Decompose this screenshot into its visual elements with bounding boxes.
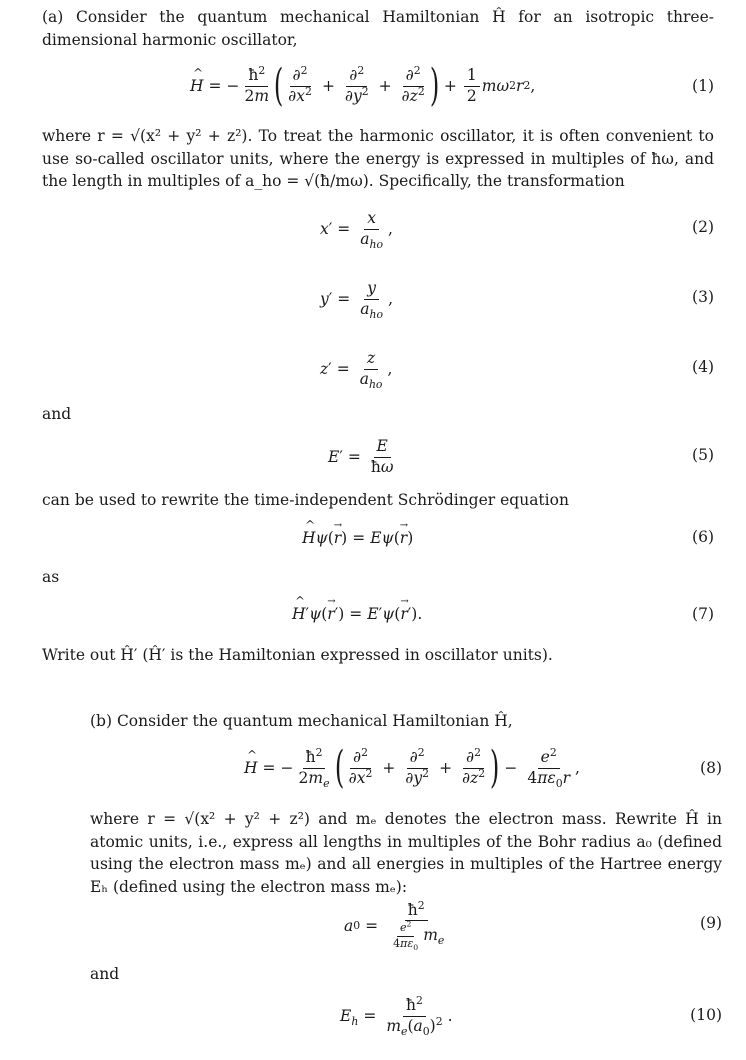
equation-5-number: (5)	[692, 446, 714, 464]
equation-1-number: (1)	[692, 77, 714, 95]
part-b-intro	[90, 710, 722, 733]
equation-2: x ′ = $\frac{x}{a_{ho}}$ ,	[320, 209, 393, 251]
equation-5: E ′ = $\frac{E}{ħ\omega}$	[328, 437, 394, 476]
equation-2-number: (2)	[692, 218, 714, 236]
equation-8-number: (8)	[700, 759, 722, 777]
part-b-text-1	[90, 808, 722, 898]
part-a-intro-text: (a) Consider the quantum mechanical Hamiltonian Ĥ for an isotropic three-dimensional harmonic oscillator,	[42, 8, 714, 49]
part-a-text-3-content: Write out Ĥ′ (Ĥ′ is the Hamiltonian expressed in oscillator units).	[42, 646, 553, 664]
part-b-and	[90, 963, 722, 986]
equation-1: ^ H = − $\frac{ħ^2}{2m}$ ( $\frac{\partial^2}{\partial x^2}$ + $\frac{\partial^2}{\partial y^2}$ + $\frac{\partial^2}{\partial z^2}$ ) + $\frac{1}{2}$ mω 2 r 2 ,	[190, 60, 535, 112]
equation-6: ^ H ψ ( → r ) = Eψ ( → r )	[302, 524, 413, 552]
equation-6-number: (6)	[692, 528, 714, 546]
equation-9: a 0 = $ħ^2$ $\frac{e^2}{4\pi\varepsilon_0}$ $m_e$	[344, 899, 445, 952]
equation-4-number: (4)	[692, 358, 714, 376]
equation-10-number: (10)	[690, 1006, 722, 1024]
equation-7: ^ H ′ ψ ( → r ′) = E ′ ψ ( → r ′).	[292, 600, 422, 628]
part-a-text-3	[42, 644, 714, 667]
part-a-and-text: and	[42, 405, 72, 423]
part-b-text-1-content: where r = √(x² + y² + z²) and mₑ denotes the electron mass. Rewrite Ĥ in atomic units, i.e., express all lengths in multiples of the Bohr radius a₀ (defined using the electron mass mₑ) and all energies in multiples of the Hartree energy Eₕ (defined using the electron mass mₑ):	[90, 810, 722, 896]
equation-8: ^ H = − $\frac{ħ^2}{2m_e}$ ( $\frac{\partial^2}{\partial x^2}$ + $\frac{\partial^2}{\partial y^2}$ + $\frac{\partial^2}{\partial z^2}$ ) − $\frac{e^2}{4\pi\varepsilon_0r}$ ,	[244, 742, 580, 794]
part-a-text-2	[42, 489, 714, 512]
equation-10: $E_h$ = $\frac{ħ^2}{m_e(a_0)^2}$ .	[340, 994, 453, 1038]
equation-3-number: (3)	[692, 288, 714, 306]
part-b-intro-text: (b) Consider the quantum mechanical Hamiltonian Ĥ,	[90, 712, 513, 730]
part-a-text-1	[42, 125, 714, 193]
part-a-intro	[42, 6, 714, 51]
equation-3: y ′ = $\frac{y}{a_{ho}}$ ,	[320, 279, 393, 321]
equation-7-number: (7)	[692, 605, 714, 623]
part-a-text-2-content: can be used to rewrite the time-independent Schrödinger equation	[42, 491, 569, 509]
equation-9-number: (9)	[700, 914, 722, 932]
part-a-text-1-content: where r = √(x² + y² + z²). To treat the harmonic oscillator, it is often convenient to use so-called oscillator units, where the energy is expressed in multiples of ħω, and the length in multiples of a_ho = √(ħ/mω). Specifically, the transformation	[42, 127, 714, 190]
part-a-and	[42, 403, 714, 426]
part-a-as	[42, 566, 714, 589]
equation-4: z ′ = $\frac{z}{a_{ho}}$ ,	[320, 349, 393, 391]
part-a-as-text: as	[42, 568, 60, 586]
part-b-and-text: and	[90, 965, 120, 983]
